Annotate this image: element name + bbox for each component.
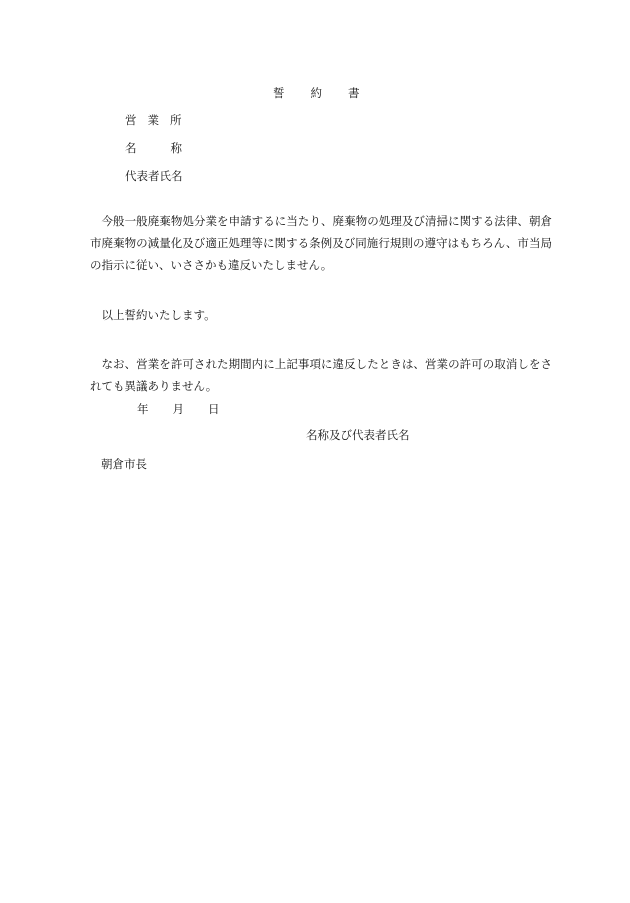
field-office [125,115,182,127]
date-day: 日 [208,402,220,416]
field-name [125,143,182,155]
date-month: 月 [172,402,184,416]
field-char: 営 [125,113,137,127]
field-char: 業 [147,113,159,127]
title-char: 書 [348,86,360,100]
field-char: 名 [125,141,137,155]
paragraph-pledge: 今般一般廃棄物処分業を申請するに当たり、廃棄物の処理及び清掃に関する法律、朝倉市廃棄物の減量化及び適正処理等に関する条例及び同施行規則の遵守はもちろん、市当局の指示に従い、いささかも違反いたしません。 [90,214,552,272]
title-char: 約 [310,86,322,100]
document-title [273,88,360,100]
signature-label: 名称及び代表者氏名 [306,428,410,442]
paragraph-closing: 以上誓約いたします。 [101,308,216,322]
date-year: 年 [137,402,149,416]
field-char: 称 [170,141,182,155]
field-representative: 代表者氏名 [125,169,183,183]
addressee: 朝倉市長 [101,457,147,471]
title-char: 誓 [273,86,285,100]
paragraph-note: なお、営業を許可された期間内に上記事項に違反したときは、営業の許可の取消しをされても異議ありません。 [90,357,552,393]
date-line [137,404,220,416]
field-char: 所 [170,113,182,127]
